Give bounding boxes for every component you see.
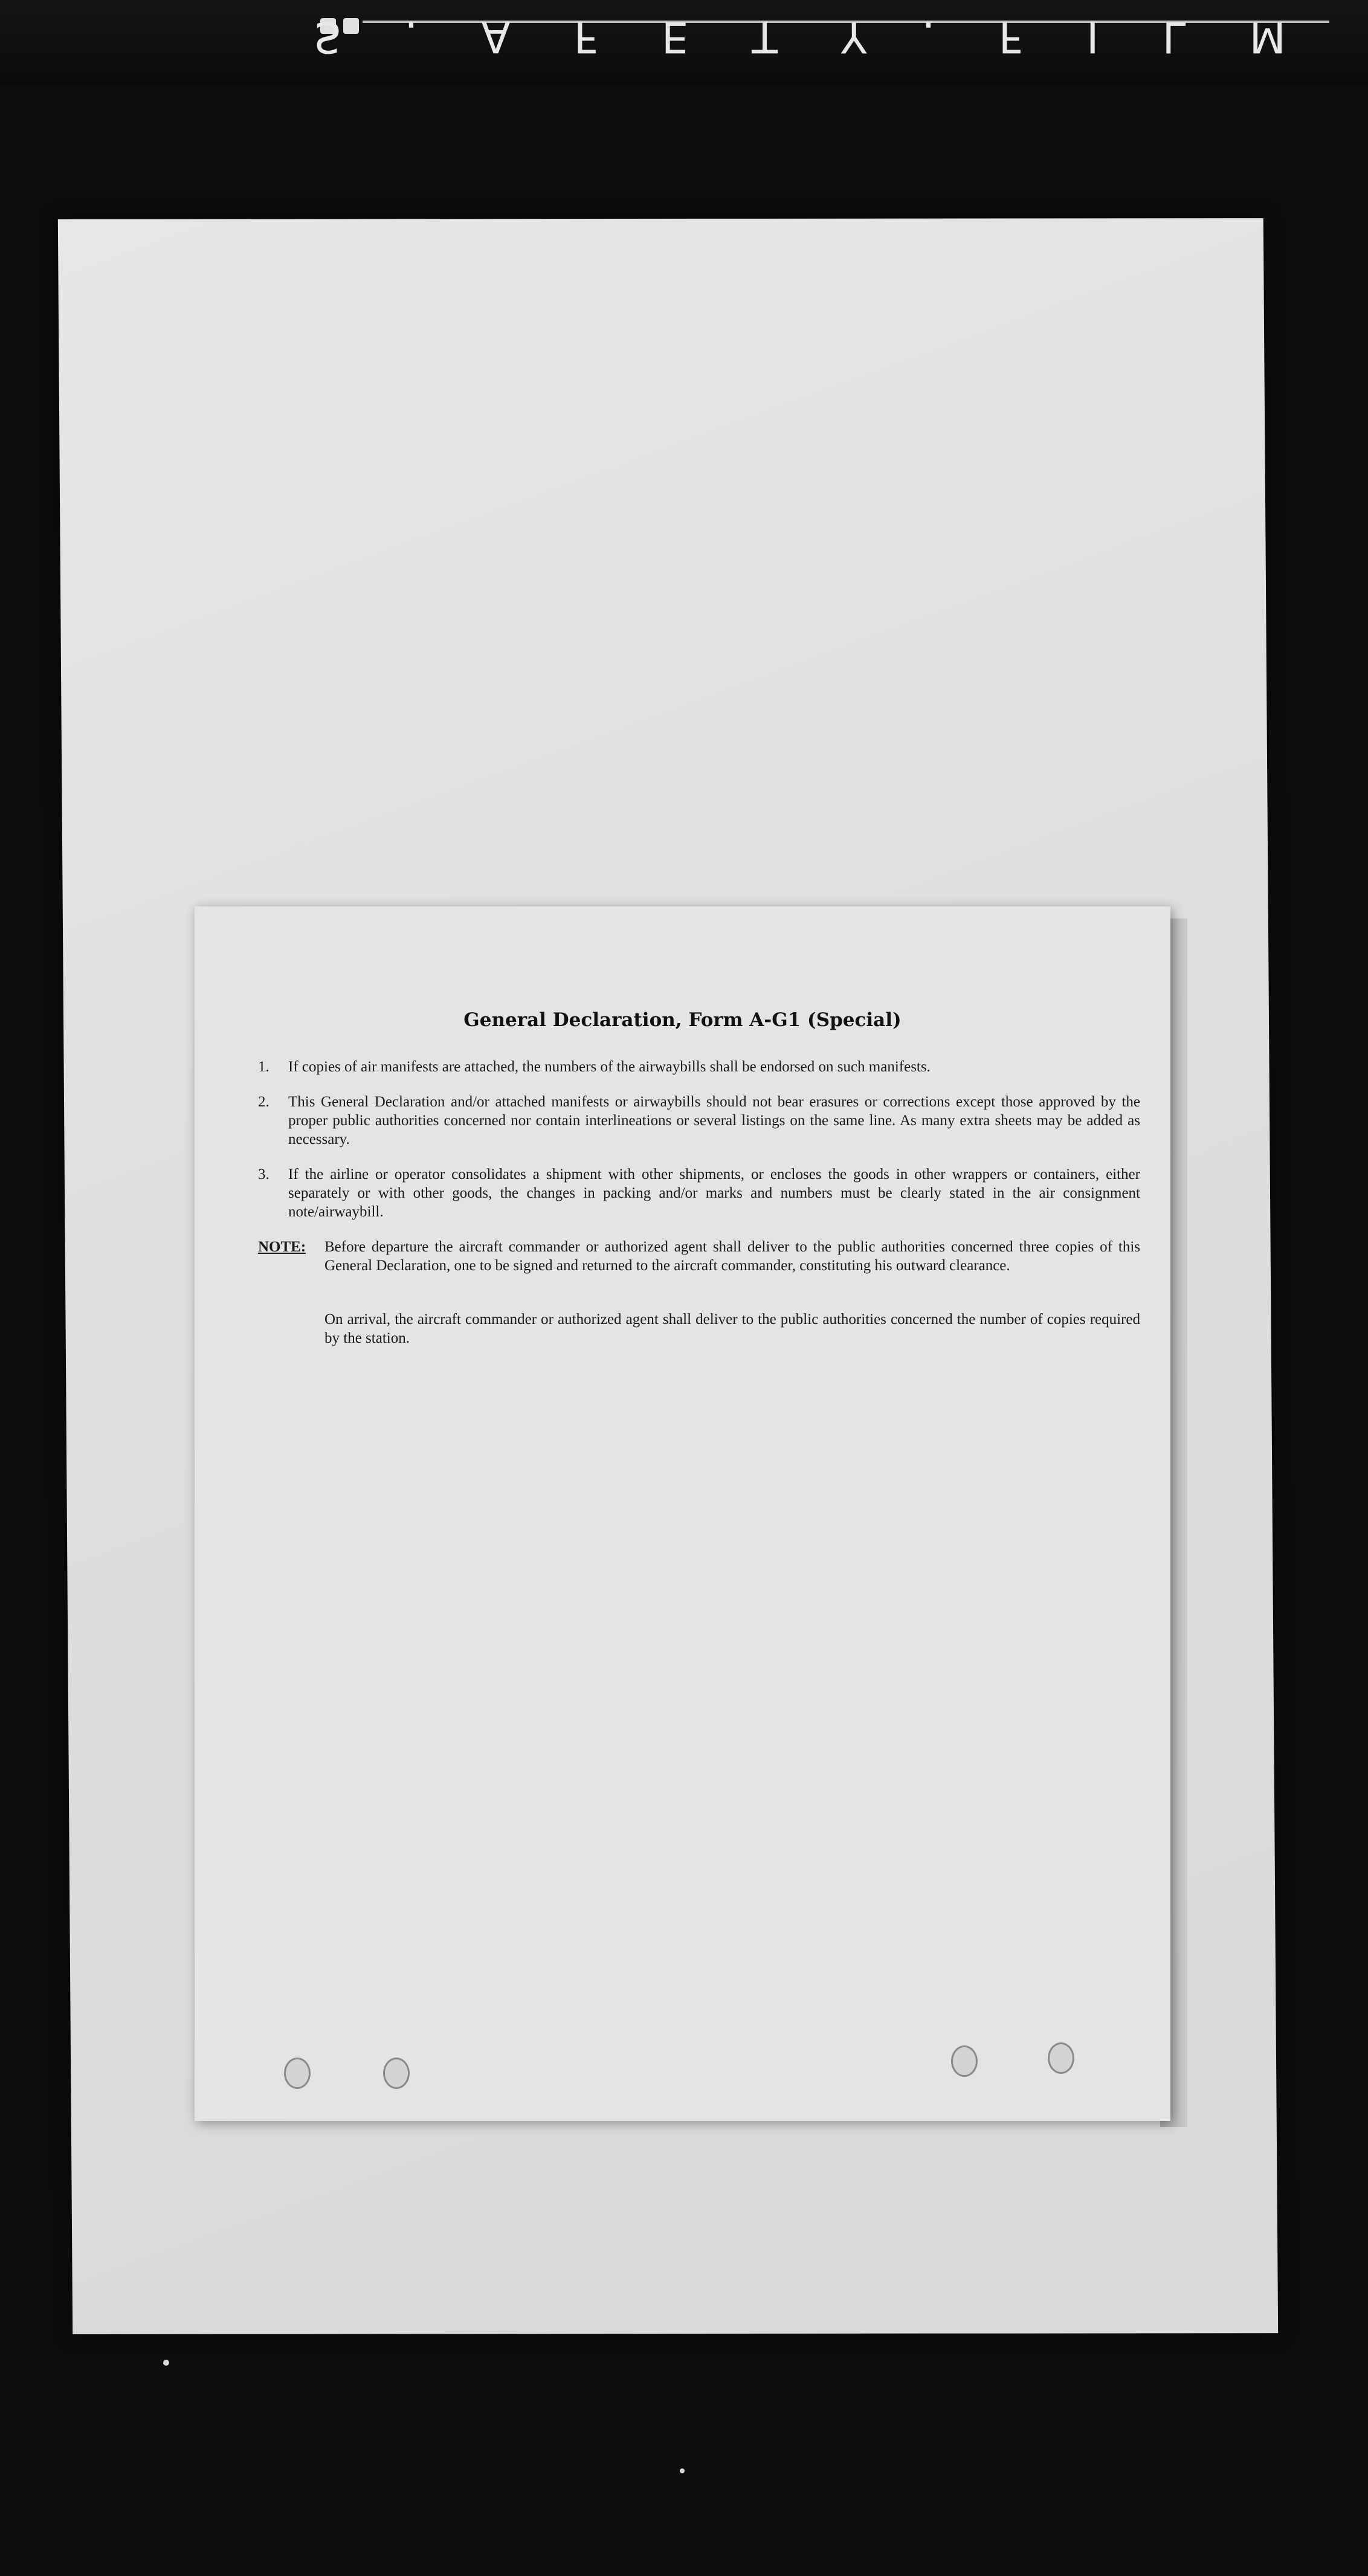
note-label: NOTE: (258, 1239, 306, 1255)
item-text: This General Declaration and/or attached manifests or airwaybills should not bear erasures or corrections except those approved by the proper public authorities concerned nor contain interlineations or several listings on the same line. As many extra sheets may be added as necessary. (288, 1094, 1140, 1148)
item-text: If copies of air manifests are attached, the numbers of the airwaybills shall be endorsed on such manifests. (288, 1059, 931, 1075)
film-edge-label: S.AFETY.FILM (314, 12, 1349, 62)
film-speck (163, 2360, 169, 2366)
punch-hole (951, 2045, 978, 2077)
declaration-form-page (195, 906, 1170, 2121)
item-number: 3. (258, 1166, 269, 1183)
punch-hole (383, 2058, 410, 2089)
film-speck (680, 2468, 685, 2473)
note-paragraph: On arrival, the aircraft commander or authorized agent shall deliver to the public authorities concerned the number of copies required by the station. (324, 1311, 1140, 1346)
item-text: If the airline or operator consolidates a shipment with other shipments, or encloses the goods in other wrappers or containers, either separately or with other goods, the changes in packing and/or marks and numbers must be clearly stated in the air consignment note/airwaybill. (288, 1166, 1140, 1220)
form-title: General Declaration, Form A-G1 (Special) (463, 1009, 902, 1031)
note-paragraph: Before departure the aircraft commander or authorized agent shall deliver to the public authorities concerned three copies of this General Declaration, one to be signed and returned to the aircraft commander, constituting his outward clearance. (324, 1239, 1140, 1274)
item-number: 2. (258, 1094, 269, 1110)
film-edge (0, 0, 1368, 85)
punch-hole (284, 2058, 311, 2089)
item-number: 1. (258, 1059, 269, 1075)
punch-hole (1048, 2042, 1074, 2074)
